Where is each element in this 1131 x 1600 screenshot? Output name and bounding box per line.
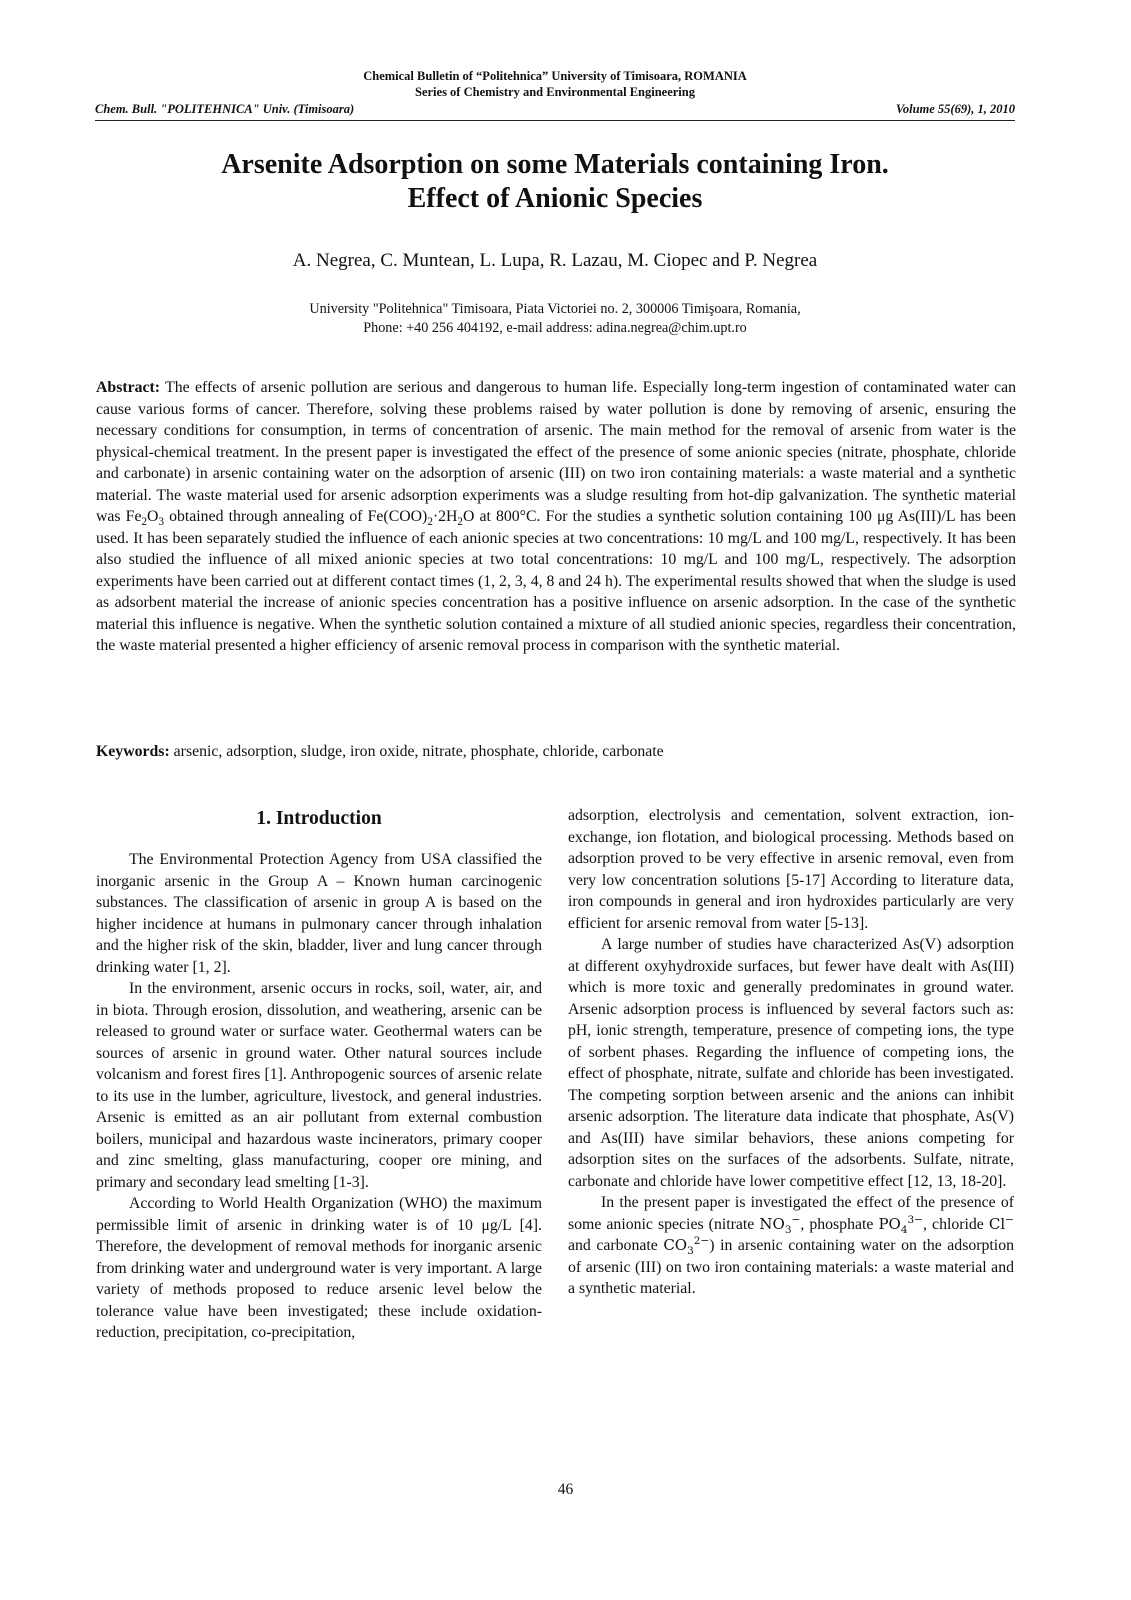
subscript: 3 — [158, 516, 164, 529]
right-column — [568, 805, 1014, 1300]
title-line-1: Arsenite Adsorption on some Materials containing Iron. — [221, 149, 889, 180]
page-number: 46 — [557, 1481, 574, 1498]
keywords — [96, 741, 1016, 763]
keywords-text: arsenic, adsorption, sludge, iron oxide, nitrate, phosphate, chloride, carbonate — [169, 743, 664, 760]
text-run: CO — [663, 1236, 688, 1254]
text-run: , chloride — [923, 1215, 989, 1233]
paragraph: A large number of studies have characterized As(V) adsorption at different oxyhydroxide surfaces, but fewer have dealt with As(III) which is more toxic and generally predominates in ground water. Arsenic adsorption process is influenced by several factors such as: pH, ionic strength, temperature, presence of competing ions, the type of sorbent phases. Regarding the influence of competing ions, the effect of phosphate, nitrate, sulfate and chloride has been investigated. The competing sorption between arsenic and the anions can inhibit arsenic adsorption. The literature data indicate that phosphate, As(V) and As(III) have similar behaviors, these anions competing for adsorption sites on the surfaces of the adsorbents. Sulfate, nitrate, carbonate and chloride have lower competitive effect [12, 13, 18-20]. — [568, 936, 1014, 1190]
running-header-left: Chem. Bull. "POLITEHNICA" Univ. (Timisoara) — [95, 102, 355, 116]
abstract-text: ·2H — [432, 508, 458, 525]
carbonate-formula — [663, 1235, 710, 1257]
journal-series: Series of Chemistry and Environmental Engineering — [415, 85, 695, 99]
abstract-text: O at 800°C. For the studies a synthetic solution containing 100 μg As(III)/L has been used. It has been separately studied the influence of each anionic species at two concentrations: 10 mg/L and 100 mg/L, respectively. It has been also studied the influence of all mixed anionic species at two total concentrations: 10 mg/L and 100 mg/L, respectively. The adsorption experiments have been carried out at different contact times (1, 2, 3, 4, 8 and 24 h). The experimental results showed that when the sludge is used as adsorbent material the increase of anionic species concentration has a positive influence on arsenic adsorption. In the case of the synthetic material this influence is negative. When the synthetic solution contained a mixture of all studied anionic species, regardless their concentration, the waste material presented a higher efficiency of arsenic removal process in comparison with the synthetic material. — [96, 508, 1016, 654]
subscript: 4 — [900, 1223, 908, 1236]
text-run: ) in arsenic containing water on the adsorption of arsenic (III) on two iron containing materials: a waste material and a synthetic material. — [568, 1237, 1014, 1297]
journal-name: Chemical Bulletin of “Politehnica” University of Timisoara, ROMANIA — [363, 69, 747, 83]
nitrate-formula — [759, 1213, 801, 1236]
superscript: 3− — [907, 1213, 924, 1226]
paper-title — [95, 148, 1015, 216]
abstract-text: The effects of arsenic pollution are serious and dangerous to human life. Especially long-term ingestion of contaminated water can cause various forms of cancer. Therefore, solving these problems raised by water pollution is done by removing of arsenic, ensuring the necessary conditions for consumption, in terms of concentration of arsenic. The main method for the removal of arsenic from water is the physical-chemical treatment. In the present paper is investigated the effect of the presence of some anionic species (nitrate, phosphate, chloride and carbonate) in arsenic containing water on the adsorption of arsenic (III) on two iron containing materials: a waste material and a synthetic material. The waste material used for arsenic adsorption experiments was a sludge resulting from hot-dip galvanization. The synthetic material was Fe — [96, 379, 1016, 525]
text-run: and carbonate — [568, 1237, 664, 1254]
text-run: Cl — [988, 1214, 1006, 1233]
paragraph: The Environmental Protection Agency from USA classified the inorganic arsenic in the Group A – Known human carcinogenic substances. The classification of arsenic in group A is based on the higher incidence at humans in pulmonary cancer through inhalation and the higher risk of the skin, bladder, liver and lung cancer through drinking water [1, 2]. — [96, 851, 542, 976]
chloride-formula — [989, 1215, 1014, 1233]
keywords-label: Keywords: — [96, 743, 170, 760]
running-header — [95, 102, 1015, 121]
subscript: 3 — [784, 1223, 792, 1236]
paragraph — [568, 1192, 1014, 1300]
paragraph: According to World Health Organization (WHO) the maximum permissible limit of arsenic in drinking water is of 10 μg/L [4]. Therefore, the development of removal methods for inorganic arsenic from drinking water and underground water is very important. A large variety of methods proposed to reduce arsenic level below the tolerance value have been investigated; these include oxidation-reduction, precipitation, co-precipitation, — [96, 1195, 542, 1341]
abstract-text: obtained through annealing of Fe(COO) — [163, 508, 428, 525]
subscript: 3 — [687, 1245, 694, 1257]
paragraph: adsorption, electrolysis and cementation, solvent extraction, ion-exchange, ion flotation, and biological processing. Methods based on adsorption proved to be very effective in arsenic removal, even from very low concentration solutions [5-17] According to literature data, iron compounds in general and iron hydroxides particularly are very efficient for arsenic removal from water [5-13]. — [568, 807, 1014, 932]
affiliation-address: University "Politehnica" Timisoara, Piata Victoriei no. 2, 300006 Timişoara, Romania, — [309, 301, 801, 317]
text-run: In the present paper is investigated the effect of the presence of some anionic species (nitrate — [568, 1194, 1014, 1233]
abstract-label: Abstract: — [96, 379, 161, 396]
subscript: 2 — [457, 516, 463, 529]
superscript: 2− — [693, 1235, 710, 1247]
journal-header — [95, 68, 1015, 100]
subscript: 2 — [141, 516, 148, 529]
title-line-2: Effect of Anionic Species — [407, 183, 703, 214]
section-heading: 1. Introduction — [256, 808, 382, 829]
text-run: , phosphate — [800, 1215, 879, 1233]
affiliation — [95, 300, 1015, 338]
paragraph: In the environment, arsenic occurs in rocks, soil, water, air, and in biota. Through erosion, dissolution, and weathering, arsenic can be released to ground water or surface water. Geothermal waters can be sources of arsenic in ground water. Other natural sources include volcanism and forest fires [1]. Anthropogenic sources of arsenic relate to its use in the lumber, agriculture, livestock, and general industries. Arsenic is emitted as an air pollutant from external combustion boilers, municipal and hazardous waste incinerators, primary cooper and zinc smelting, glass manufacturing, cooper ore mining, and primary and secondary lead smelting [1-3]. — [96, 980, 542, 1191]
superscript: − — [791, 1213, 801, 1226]
subscript: 2 — [427, 516, 433, 529]
running-header-right: Volume 55(69), 1, 2010 — [895, 102, 1015, 116]
abstract — [96, 377, 1016, 657]
superscript: − — [1005, 1213, 1014, 1226]
left-column — [96, 805, 542, 1344]
phosphate-formula — [878, 1213, 924, 1236]
text-run: PO — [878, 1214, 901, 1233]
affiliation-contact: Phone: +40 256 404192, e-mail address: adina.negrea@chim.upt.ro — [363, 320, 747, 336]
text-run: NO — [759, 1214, 785, 1233]
abstract-text: O — [147, 508, 159, 525]
author-list: A. Negrea, C. Muntean, L. Lupa, R. Lazau, M. Ciopec and P. Negrea — [292, 250, 818, 271]
